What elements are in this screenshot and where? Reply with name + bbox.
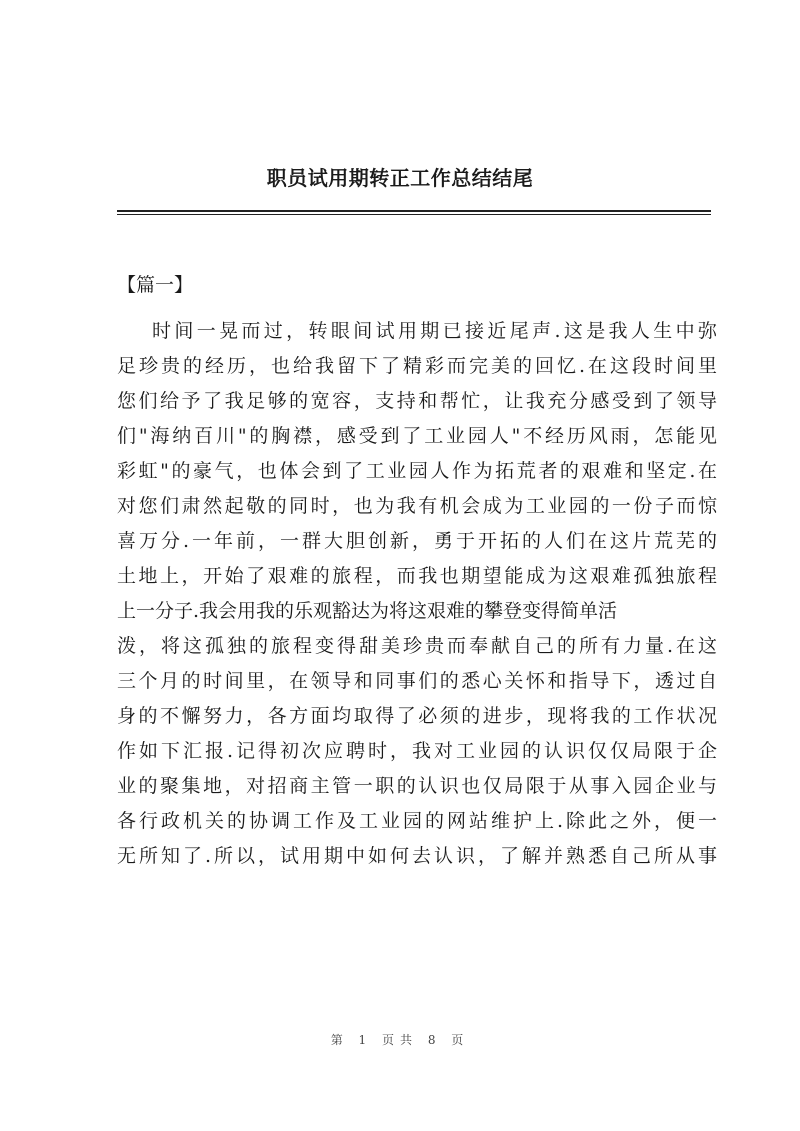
body-line: 喜万分.一年前，一群大胆创新，勇于开拓的人们在这片荒芜的 — [117, 530, 717, 552]
body-line: 彩虹"的豪气，也体会到了工业园人作为拓荒者的艰难和坚定.在 — [117, 460, 717, 482]
body-line: 您们给予了我足够的宽容，支持和帮忙，让我充分感受到了领导 — [117, 390, 717, 412]
body-line: 土地上，开始了艰难的旅程，而我也期望能成为这艰难孤独旅程 — [117, 565, 717, 587]
body-line: 时间一晃而过，转眼间试用期已接近尾声.这是我人生中弥 — [152, 320, 717, 342]
body-line: 作如下汇报.记得初次应聘时，我对工业园的认识仅仅局限于企 — [117, 740, 717, 762]
body-line: 足珍贵的经历，也给我留下了精彩而完美的回忆.在这段时间里 — [117, 355, 717, 377]
body-line: 三个月的时间里，在领导和同事们的悉心关怀和指导下，透过自 — [117, 670, 717, 692]
body-line: 无所知了.所以，试用期中如何去认识，了解并熟悉自己所从事 — [117, 845, 717, 867]
body-line: 们"海纳百川"的胸襟，感受到了工业园人"不经历风雨，怎能见 — [117, 425, 717, 447]
body-paragraph — [117, 314, 717, 874]
title-divider — [117, 210, 711, 215]
page-number: 第 1 页共 8 页 — [330, 1033, 470, 1047]
body-line: 泼，将这孤独的旅程变得甜美珍贵而奉献自己的所有力量.在这 — [117, 635, 717, 657]
document-title: 职员试用期转正工作总结结尾 — [266, 166, 534, 190]
body-line: 各行政机关的协调工作及工业园的网站维护上.除此之外，便一 — [117, 810, 717, 832]
body-line: 身的不懈努力，各方面均取得了必须的进步，现将我的工作状况 — [117, 705, 717, 727]
body-line: 对您们肃然起敬的同时，也为我有机会成为工业园的一份子而惊 — [117, 495, 717, 517]
body-line: 上一分子.我会用我的乐观豁达为将这艰难的攀登变得简单活 — [117, 600, 618, 622]
body-line: 业的聚集地，对招商主管一职的认识也仅局限于从事入园企业与 — [117, 775, 717, 797]
section-heading: 【篇一】 — [117, 274, 194, 296]
